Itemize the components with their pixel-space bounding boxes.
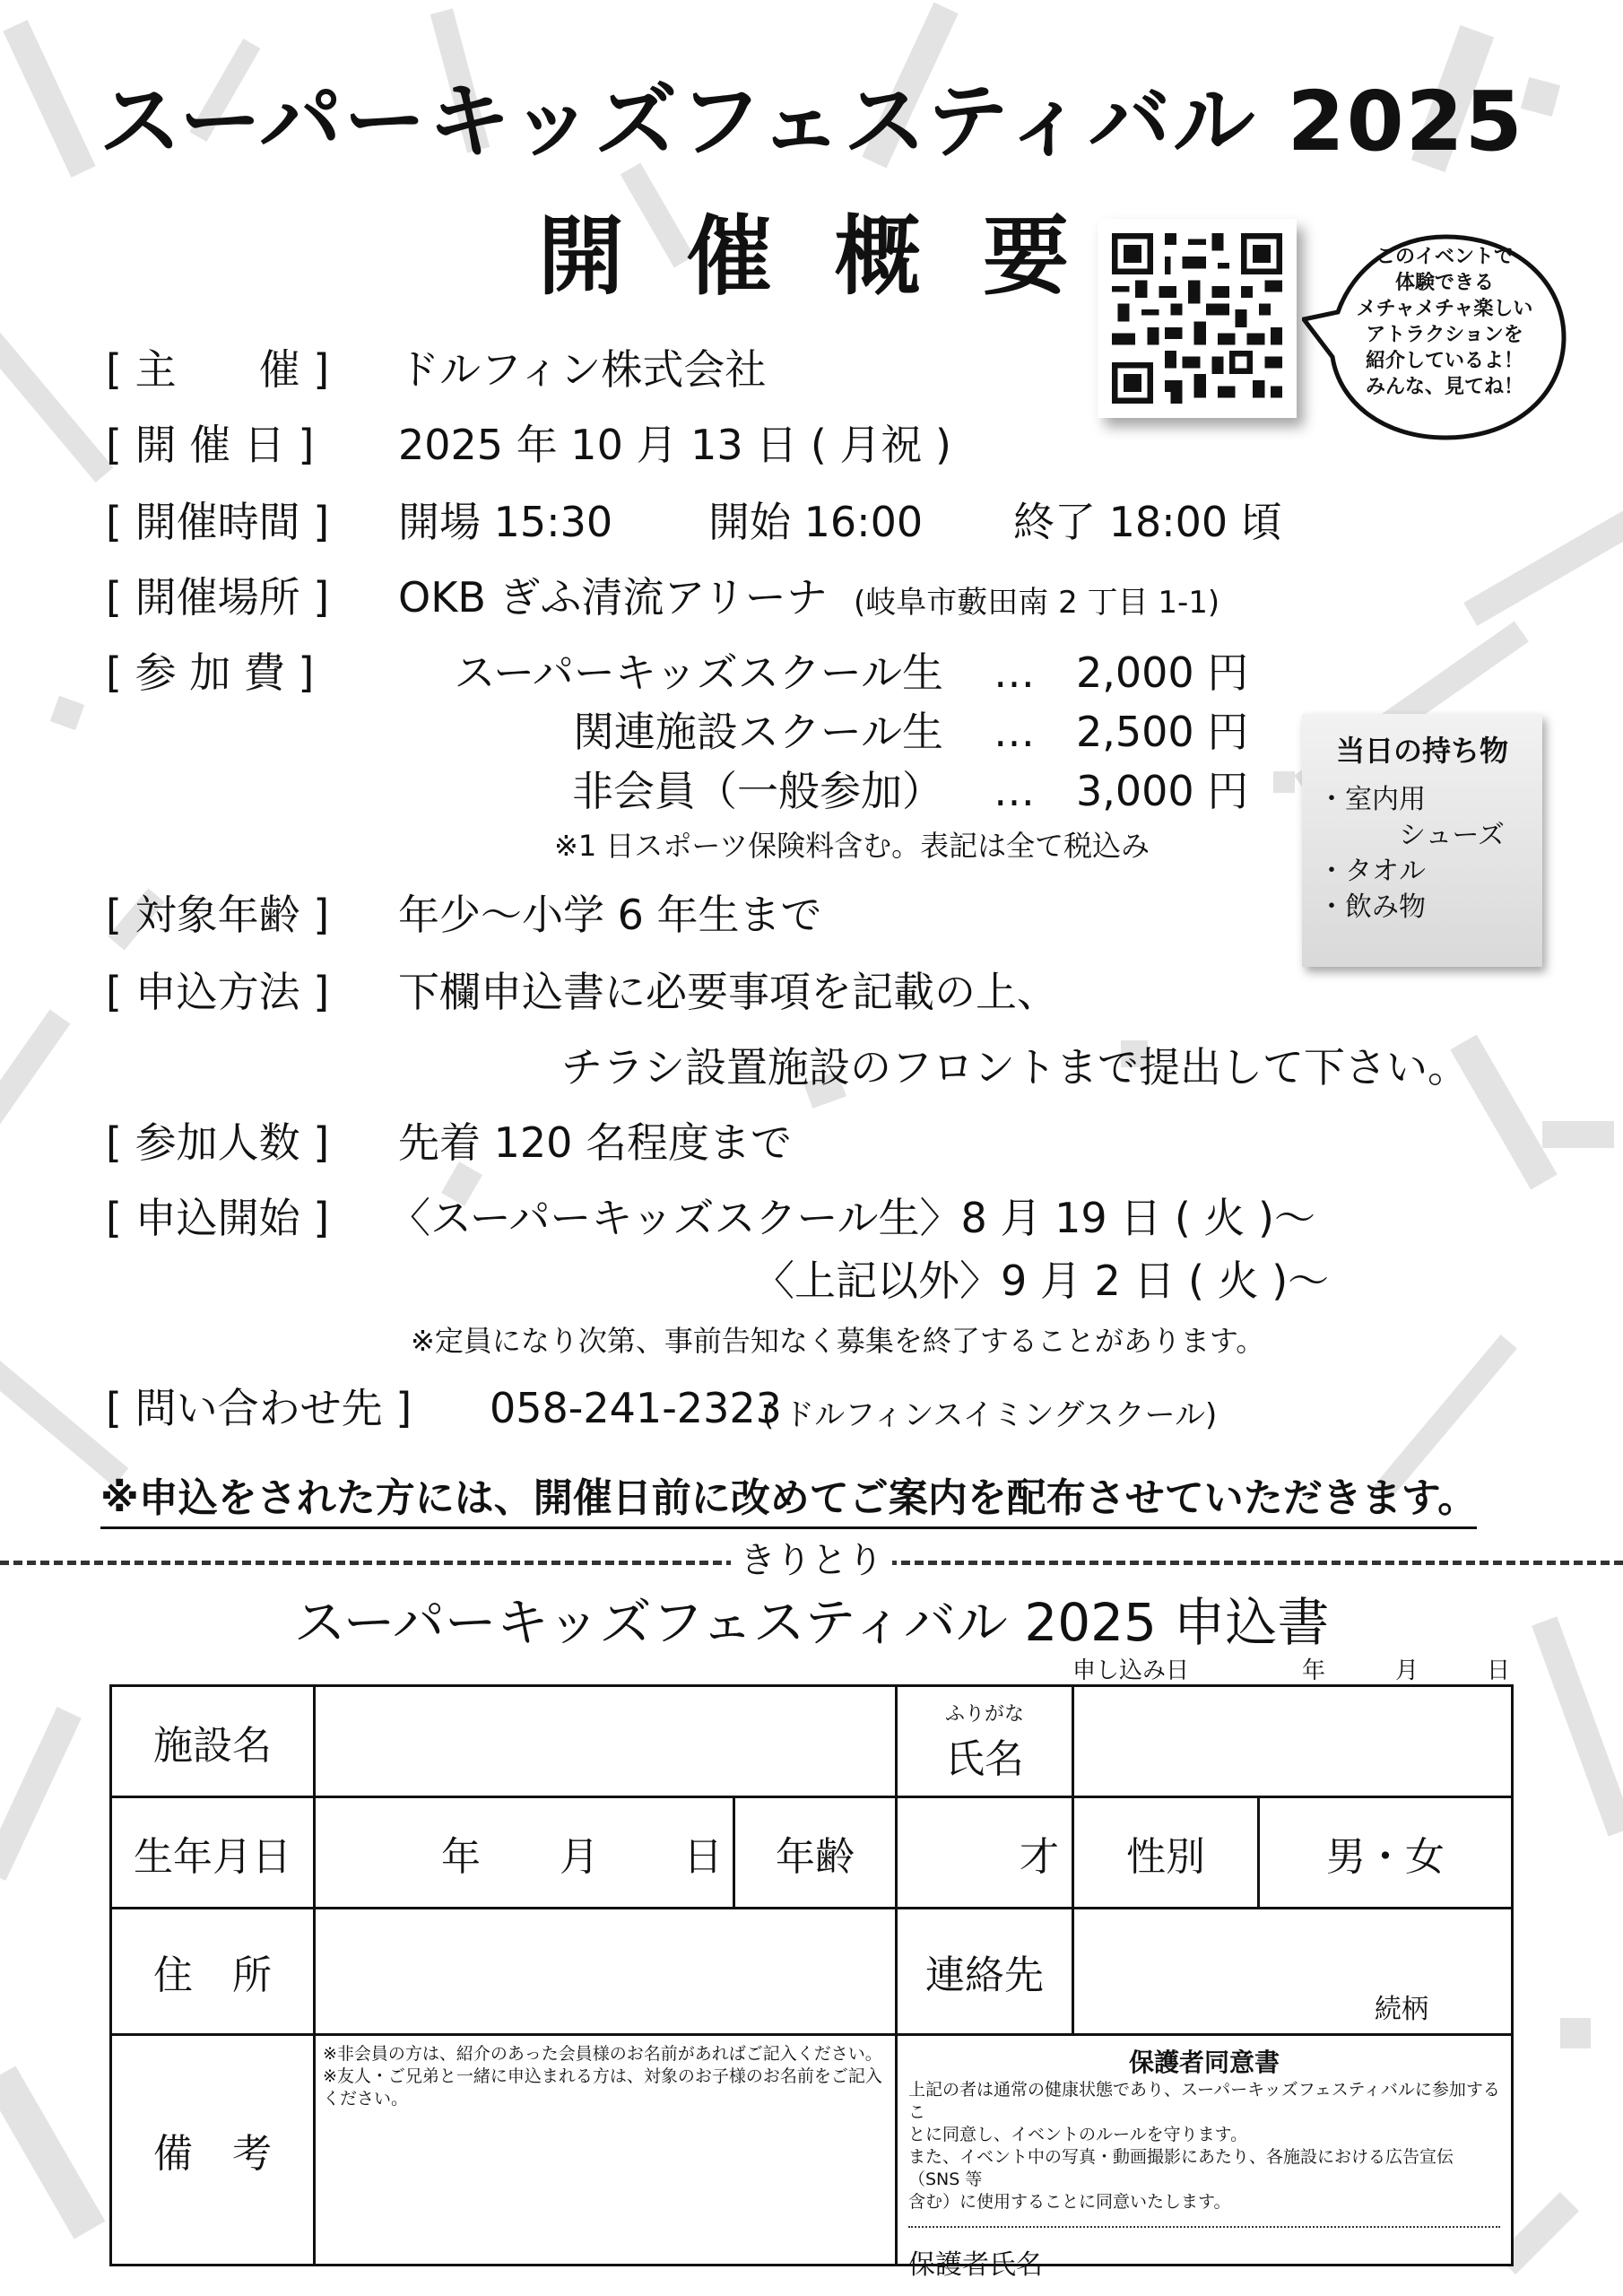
apply-start-label: [ 申込開始 ] — [106, 1194, 330, 1242]
guardian-name-field[interactable] — [908, 2226, 1500, 2282]
apply-start-note: ※定員になり次第、事前告知なく募集を終了することがあります。 — [411, 1324, 1265, 1358]
application-form — [109, 1684, 1514, 2281]
consent-text-2: とに同意し、イベントのルールを守ります。 — [908, 2125, 1248, 2144]
contact-label: 連絡先 — [895, 1907, 1074, 2036]
venue-address: (岐阜市藪田南 2 丁目 1-1) — [854, 585, 1220, 621]
birth-year: 年 — [441, 1833, 481, 1880]
birth-input[interactable] — [313, 1796, 735, 1909]
important-note: ※申込をされた方には、開催日前に改めてご案内を配布させていただきます。 — [100, 1465, 1477, 1529]
apply-date-month: 月 — [1395, 1657, 1419, 1684]
date-value: 2025 年 10 月 13 日 ( 月祝 ) — [398, 421, 952, 469]
address-label: 住 所 — [109, 1907, 316, 2036]
apply-method-line1: 下欄申込書に必要事項を記載の上、 — [398, 968, 1058, 1016]
fee-price: 2,500 円 — [1076, 708, 1249, 756]
contact-phone[interactable]: 058-241-2323 — [490, 1384, 782, 1432]
consent-section — [895, 2033, 1514, 2281]
name-label: 氏名 — [945, 1736, 1024, 1782]
age-input[interactable] — [895, 1796, 1074, 1909]
relation-label: 続柄 — [1375, 1994, 1428, 2025]
remarks-label: 備 考 — [109, 2033, 316, 2266]
belongings-item: ・タオル — [1318, 856, 1426, 887]
venue-label: [ 開催場所 ] — [106, 573, 330, 622]
consent-text-1: 上記の者は通常の健康状態であり、スーパーキッズフェスティバルに参加するこ — [908, 2080, 1500, 2122]
birth-day: 日 — [683, 1833, 723, 1880]
apply-start-line2: 〈上記以外〉9 月 2 日 ( 火 )～ — [753, 1257, 1330, 1305]
fee-note: ※1 日スポーツ保険料含む。表記は全て税込み — [554, 829, 1150, 863]
time-open: 開場 15:30 — [398, 498, 613, 546]
fee-dots: … — [994, 708, 1035, 756]
time-start: 開始 16:00 — [708, 498, 924, 546]
fee-dots: … — [994, 648, 1035, 697]
fee-label: [ 参 加 費 ] — [106, 648, 315, 697]
fee-name: 非会員（一般参加） — [572, 767, 943, 815]
name-input[interactable] — [1072, 1684, 1514, 1798]
form-title: スーパーキッズフェスティバル 2025 申込書 — [293, 1592, 1330, 1653]
birth-month: 月 — [560, 1833, 599, 1880]
date-label: [ 開 催 日 ] — [106, 421, 315, 469]
age-unit: 才 — [1020, 1833, 1059, 1880]
fee-price: 3,000 円 — [1076, 767, 1249, 815]
apply-method-label: [ 申込方法 ] — [106, 968, 330, 1016]
gender-label: 性別 — [1072, 1796, 1260, 1909]
remarks-note-2: ※友人・ご兄弟と一緒に申込まれる方は、対象のお子様のお名前をご記入ください。 — [323, 2066, 882, 2109]
apply-date-day: 日 — [1487, 1657, 1511, 1684]
bubble-text: このイベントで 体験できる メチャメチャ楽しい アトラクションを 紹介しているよ！ みんな、見てね！ — [1356, 246, 1533, 398]
apply-start-line1: 〈スーパーキッズスクール生〉8 月 19 日 ( 火 )～ — [389, 1194, 1315, 1242]
address-input[interactable] — [313, 1907, 898, 2036]
capacity-value: 先着 120 名程度まで — [398, 1118, 793, 1167]
apply-date-year: 年 — [1302, 1657, 1326, 1684]
contact-label: [ 問い合わせ先 ] — [106, 1384, 412, 1432]
name-label-cell — [895, 1684, 1074, 1798]
birth-label: 生年月日 — [109, 1796, 316, 1909]
consent-title: 保護者同意書 — [1128, 2048, 1280, 2077]
organizer-value: ドルフィン株式会社 — [398, 345, 767, 394]
belongings-item: シューズ — [1399, 820, 1505, 851]
belongings-item: ・飲み物 — [1318, 891, 1426, 923]
fee-name: 関連施設スクール生 — [572, 708, 943, 756]
facility-label: 施設名 — [109, 1684, 316, 1798]
fee-price: 2,000 円 — [1076, 648, 1249, 697]
time-label: [ 開催時間 ] — [106, 498, 330, 546]
furigana-label: ふりがな — [944, 1703, 1024, 1726]
belongings-note — [1302, 714, 1542, 967]
fee-dots: … — [994, 767, 1035, 815]
belongings-title: 当日の持ち物 — [1335, 734, 1508, 768]
remarks-note-1: ※非会員の方は、紹介のあった会員様のお名前があればご記入ください。 — [323, 2044, 882, 2064]
remarks-input[interactable] — [313, 2033, 898, 2266]
cut-label: きりとり — [0, 1532, 1623, 1583]
contact-input[interactable] — [1072, 1907, 1514, 2036]
gender-options[interactable]: 男・女 — [1257, 1796, 1514, 1909]
age-label: 年齢 — [733, 1796, 898, 1909]
time-end: 終了 18:00 頃 — [1013, 498, 1282, 546]
guardian-name-label: 保護者氏名 — [908, 2249, 1043, 2281]
venue-value: OKB ぎふ清流アリーナ — [398, 573, 828, 622]
capacity-label: [ 参加人数 ] — [106, 1118, 330, 1167]
fee-name: スーパーキッズスクール生 — [454, 648, 943, 697]
apply-date-label: 申し込み日 — [1072, 1657, 1190, 1684]
consent-text-3: また、イベント中の写真・動画撮影にあたり、各施設における広告宣伝（SNS 等 — [908, 2147, 1454, 2189]
age-label: [ 対象年齢 ] — [106, 891, 330, 939]
age-value: 年少～小学 6 年生まで — [398, 891, 822, 939]
page-title: スーパーキッズフェスティバル 2025 — [99, 74, 1524, 170]
organizer-label: [ 主 催 ] — [106, 345, 330, 394]
apply-method-line2: チラシ設置施設のフロントまで提出して下さい。 — [561, 1043, 1469, 1091]
belongings-item: ・室内用 — [1318, 784, 1426, 815]
page-subtitle: 開 催 概 要 — [537, 206, 1086, 307]
facility-input[interactable] — [313, 1684, 898, 1798]
contact-name: ( ドルフィンスイミングスクール) — [762, 1397, 1218, 1433]
consent-text-4: 含む）に使用することに同意いたします。 — [908, 2192, 1231, 2212]
